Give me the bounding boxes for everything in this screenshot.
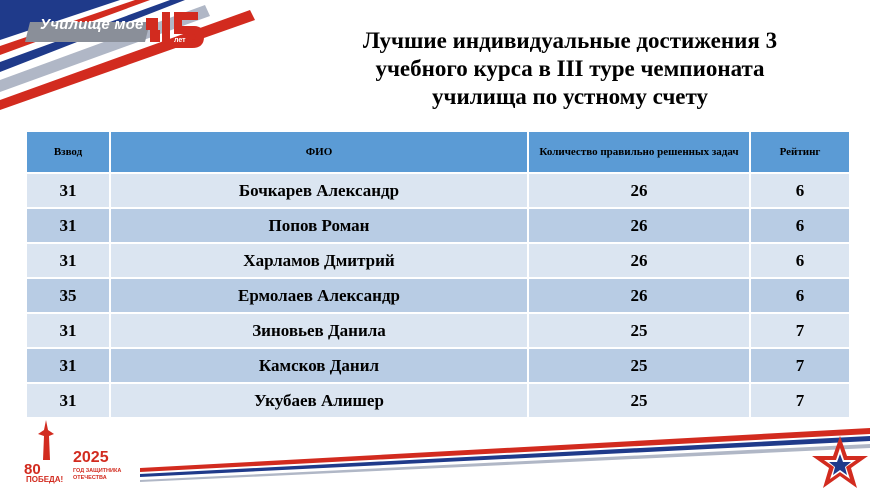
victory-badge-text: ПОБЕДА!	[26, 475, 64, 484]
cell-solved: 26	[528, 278, 750, 313]
cell-solved: 26	[528, 243, 750, 278]
cell-rating: 6	[750, 243, 849, 278]
header-platoon: Взвод	[27, 132, 110, 173]
cell-rating: 6	[750, 173, 849, 208]
cell-platoon: 35	[27, 278, 110, 313]
logo-text: Училище мое	[40, 16, 144, 33]
year-caption: ГОД ЗАЩИТНИКА ОТЕЧЕСТВА	[73, 468, 122, 481]
cell-platoon: 31	[27, 348, 110, 383]
title-line-2: учебного курса в III туре чемпионата	[375, 56, 765, 81]
cell-rating: 6	[750, 208, 849, 243]
cell-solved: 25	[528, 383, 750, 418]
table-row	[27, 278, 849, 313]
table-row	[27, 243, 849, 278]
table-header-row	[27, 132, 849, 173]
victory-monument-icon	[34, 420, 58, 462]
cell-rating: 7	[750, 348, 849, 383]
victory-badge-number: 80	[24, 461, 41, 478]
cell-platoon: 31	[27, 208, 110, 243]
cell-solved: 25	[528, 348, 750, 383]
page-title	[310, 27, 830, 111]
cell-platoon: 31	[27, 313, 110, 348]
cell-name: Укубаев Алишер	[110, 383, 528, 418]
logo-suffix: лет	[174, 37, 186, 44]
cell-solved: 26	[528, 208, 750, 243]
table-row	[27, 208, 849, 243]
cell-name: Камсков Данил	[110, 348, 528, 383]
table-row	[27, 348, 849, 383]
year-label: 2025	[73, 449, 109, 466]
cell-name: Ермолаев Александр	[110, 278, 528, 313]
cell-name: Харламов Дмитрий	[110, 243, 528, 278]
table-row	[27, 173, 849, 208]
cell-rating: 7	[750, 313, 849, 348]
cell-name: Бочкарев Александр	[110, 173, 528, 208]
title-line-1: Лучшие индивидуальные достижения 3	[362, 28, 778, 53]
cell-solved: 26	[528, 173, 750, 208]
title-line-3: училища по устному счету	[432, 84, 708, 109]
cell-name: Попов Роман	[110, 208, 528, 243]
cell-rating: 6	[750, 278, 849, 313]
cell-rating: 7	[750, 383, 849, 418]
logo-15-emblem	[146, 10, 206, 50]
results-table	[27, 132, 849, 419]
header-name: ФИО	[110, 132, 528, 173]
cell-platoon: 31	[27, 383, 110, 418]
header-rating: Рейтинг	[750, 132, 849, 173]
army-star-icon	[812, 436, 868, 490]
header-solved: Количество правильно решенных задач	[528, 132, 750, 173]
cell-solved: 25	[528, 313, 750, 348]
cell-platoon: 31	[27, 173, 110, 208]
table-row	[27, 313, 849, 348]
cell-name: Зиновьев Данила	[110, 313, 528, 348]
cell-platoon: 31	[27, 243, 110, 278]
